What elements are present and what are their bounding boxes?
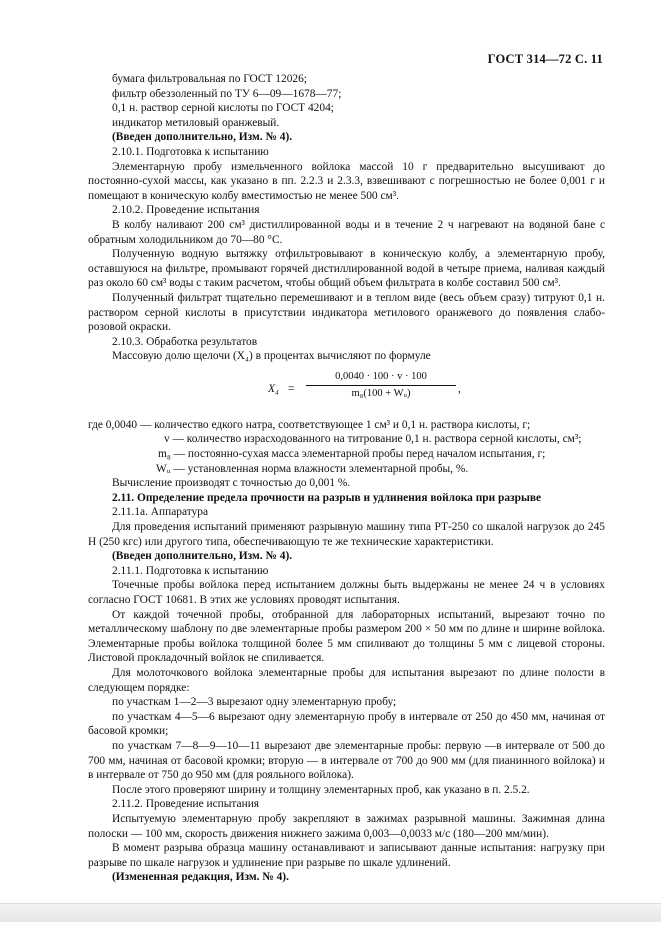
formula-numerator: 0,0040 · 100 · v · 100 xyxy=(306,370,456,387)
list-line: по участкам 1—2—3 вырезают одну элементарную пробу; xyxy=(112,696,397,709)
page-header: ГОСТ 314—72 С. 11 xyxy=(487,52,603,66)
paragraph: Массовую долю щелочи (X₄) в процентах вычисляют по формуле xyxy=(112,350,431,363)
section-heading: 2.11. Определение предела прочности на разрыв и удлинения войлока при разрыве xyxy=(112,491,542,504)
section-heading: 2.11.1. Подготовка к испытанию xyxy=(112,564,269,577)
paragraph: Полученный фильтрат тщательно перемешивают и в теплом виде (весь объем сразу) титруют 0,1 н. раствором серной кислоты в присутствии индикатора метилового оранжевого до появления слабо-розовой окраски. xyxy=(88,291,605,334)
section-heading: 2.11.1а. Аппаратура xyxy=(112,506,209,519)
formula-denominator: m₈(100 + Wᵤ) xyxy=(351,388,411,400)
paragraph: Элементарную пробу измельченного войлока массой 10 г предварительно высушивают до постоянно-сухой массы, как указано в пп. 2.2.3 и 2.3.3, взвешивают с погрешностью не более 0,001 г и помещают в коническую колбу вместимостью не менее 500 см³. xyxy=(88,160,605,202)
list-line: бумага фильтровальная по ГОСТ 12026; xyxy=(112,73,307,85)
viewer-bottom-bar xyxy=(0,903,661,922)
paragraph: Точечные пробы войлока перед испытанием должны быть выдержаны не менее 24 ч в условиях согласно ГОСТ 10681. В этих же условиях проводят испытания. xyxy=(88,579,605,606)
section-heading: 2.10.2. Проведение испытания xyxy=(112,204,260,217)
amendment-note: (Введен дополнительно, Изм. № 4). xyxy=(112,550,293,563)
variable-legend xyxy=(88,418,605,476)
formula-lhs: X₄ xyxy=(268,382,279,395)
legend-line: Wᵤ — установленная норма влажности элементарной пробы, %. xyxy=(156,462,469,475)
formula-fraction xyxy=(306,370,456,402)
document-body xyxy=(88,72,605,885)
formula-equals: = xyxy=(288,382,295,395)
paragraph: по участкам 7—8—9—10—11 вырезают две элементарные пробы: первую —в интервале от 500 до 700 мм, начиная от басовой кромки; вторую — в интервале от 700 до 900 мм (для пианинного войлока) и в интервале от 750 до 950 мм (для рояльного войлока). xyxy=(88,739,605,782)
paragraph: Для молоточкового войлока элементарные пробы для испытания вырезают по длине полости в следующем порядке: xyxy=(88,666,605,694)
list-line: индикатор метиловый оранжевый. xyxy=(112,116,280,129)
paragraph: В момент разрыва образца машину останавливают и записывают данные испытания: нагрузку при разрыве по шкале нагрузок и удлинение при разрыве по шкале удлинений. xyxy=(88,842,605,869)
list-line: фильтр обеззоленный по ТУ 6—09—1678—77; xyxy=(112,87,342,100)
legend-line: m₈ — постоянно-сухая масса элементарной пробы перед началом испытания, г; xyxy=(158,448,546,461)
legend-line: где 0,0040 — количество едкого натра, соответствующее 1 см³ и 0,1 н. раствора кислоты, г; xyxy=(88,418,531,431)
section-heading: 2.10.3. Обработка результатов xyxy=(112,335,258,348)
formula-comma: , xyxy=(458,382,461,395)
paragraph: После этого проверяют ширину и толщину элементарных проб, как указано в п. 2.5.2. xyxy=(112,783,530,796)
amendment-note: (Измененная редакция, Изм. № 4). xyxy=(112,871,289,884)
paragraph: От каждой точечной пробы, отобранной для лабораторных испытаний, вырезают точно по металлическому шаблону по две элементарные пробы размером 200 × 50 мм по длине и ширине войлока. Элементарные пробы войлока толщиной более 5 мм спиливают до толщины 5 мм с лицевой стороны. Листовой прокладочный войлок не спиливается. xyxy=(88,608,605,665)
legend-line: v — количество израсходованного на титрование 0,1 н. раствора серной кислоты, см³; xyxy=(164,433,582,446)
section-heading: 2.11.2. Проведение испытания xyxy=(112,798,260,811)
amendment-note: (Введен дополнительно, Изм. № 4). xyxy=(112,131,293,144)
list-line: 0,1 н. раствор серной кислоты по ГОСТ 4204; xyxy=(112,102,334,115)
section-heading: 2.10.1. Подготовка к испытанию xyxy=(112,145,269,158)
paragraph: Для проведения испытаний применяют разрывную машину типа РТ-250 со шкалой нагрузок до 245 Н (250 кгс) или другого типа, обеспечивающую те же технические характеристики. xyxy=(88,521,605,548)
paragraph: Вычисление производят с точностью до 0,001 %. xyxy=(112,477,351,490)
paragraph: Испытуемую элементарную пробу закрепляют в зажимах разрывной машины. Зажимная длина полоски — 100 мм, скорость движения нижнего зажима 0,003—0,0033 м/с (180—200 мм/мин). xyxy=(88,812,605,840)
formula xyxy=(88,368,605,414)
paragraph: по участкам 4—5—6 вырезают одну элементарную пробу в интервале от 250 до 450 мм, начиная от басовой кромки; xyxy=(88,710,605,738)
paragraph: В колбу наливают 200 см³ дистиллированной воды и в течение 2 ч нагревают на водяной бане с обратным холодильником до 70—80 °С. xyxy=(88,218,605,246)
paragraph: Полученную водную вытяжку отфильтровывают в коническую колбу, а элементарную пробу, оставшуюся на фильтре, промывают горячей дистиллированной водой в четыре приема, наливая каждый раз около 60 см³ воды с таким расчетом, чтобы общий объем фильтрата в колбе составил 500 см³. xyxy=(88,248,605,290)
